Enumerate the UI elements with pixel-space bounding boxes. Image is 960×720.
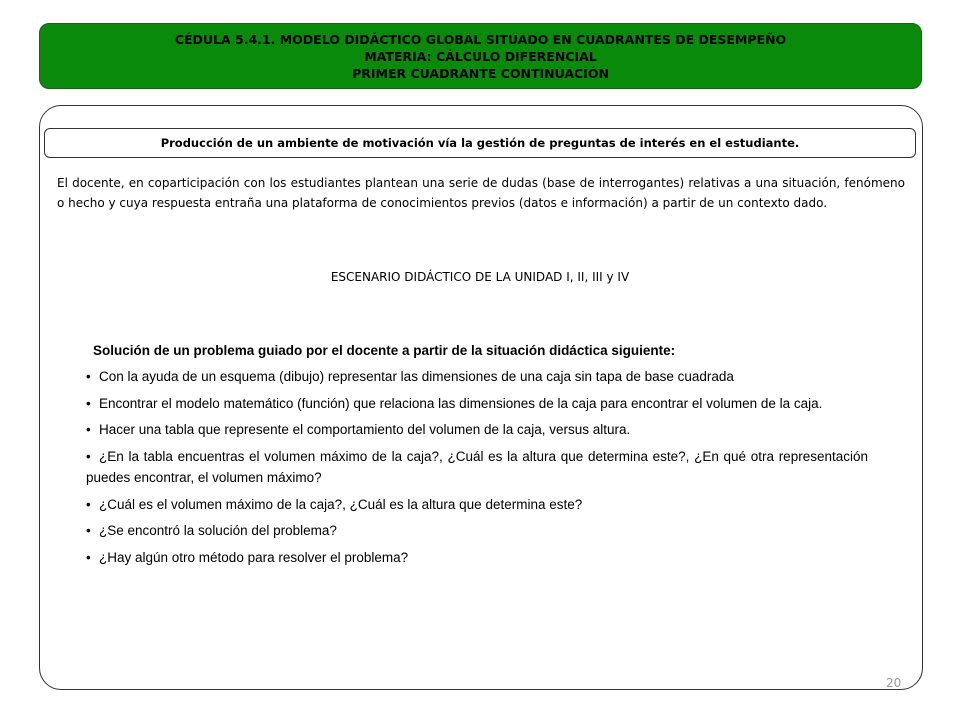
list-item-text: Encontrar el modelo matemático (función) que relaciona las dimensiones de la caja para encontrar el volumen de la caja. (99, 395, 823, 411)
list-item (86, 494, 868, 516)
bullet-icon: • (86, 549, 91, 565)
list-item (86, 446, 868, 489)
header-banner (39, 23, 922, 89)
list-item (86, 547, 868, 569)
scenario-heading: ESCENARIO DIDÁCTICO DE LA UNIDAD I, II, III y IV (330, 270, 630, 284)
subtitle-text: Producción de un ambiente de motivación vía la gestión de preguntas de interés en el estudiante. (160, 136, 800, 150)
list-item (86, 419, 868, 441)
list-item-text: ¿Se encontró la solución del problema? (99, 523, 337, 538)
list-item-text: ¿Cuál es el volumen máximo de la caja?, ¿Cuál es la altura que determina este? (99, 496, 583, 512)
subtitle-box (44, 128, 916, 158)
bullet-icon: • (86, 448, 91, 464)
problem-title: Solución de un problema guiado por el docente a partir de la situación didáctica siguiente: (93, 343, 676, 358)
list-item (86, 520, 868, 542)
bullet-icon: • (86, 395, 91, 411)
page-number: 20 (886, 676, 902, 690)
list-item-text: Con la ayuda de un esquema (dibujo) representar las dimensiones de una caja sin tapa de base cuadrada (99, 369, 734, 384)
list-item-text: ¿En la tabla encuentras el volumen máximo de la caja?, ¿Cuál es la altura que determina este?, ¿En qué otra representación puedes encontrar, el volumen máximo? (86, 448, 868, 485)
bullet-icon: • (86, 496, 91, 512)
header-quadrant: PRIMER CUADRANTE CONTINUACIÓN (352, 65, 609, 81)
list-item (86, 366, 868, 388)
bullet-icon: • (86, 422, 91, 437)
header-title: CÉDULA 5.4.1. MODELO DIDÁCTICO GLOBAL SITUADO EN CUADRANTES DE DESEMPEÑO (174, 31, 787, 47)
list-item-text: ¿Hay algún otro método para resolver el problema? (99, 549, 409, 565)
bullet-icon: • (86, 369, 91, 384)
list-item-text: Hacer una tabla que represente el comportamiento del volumen de la caja, versus altura. (99, 422, 631, 437)
header-subject: MATERIA: CÁLCULO DIFERENCIAL (364, 48, 597, 64)
list-item (86, 393, 868, 415)
question-list (86, 366, 868, 573)
intro-paragraph: El docente, en coparticipación con los estudiantes plantean una serie de dudas (base de interrogantes) relativas a una situación, fenómeno o hecho y cuya respuesta entraña una plataforma de conocimientos previos (datos e información) a partir de un contexto dado. (57, 176, 905, 210)
bullet-icon: • (86, 523, 91, 538)
